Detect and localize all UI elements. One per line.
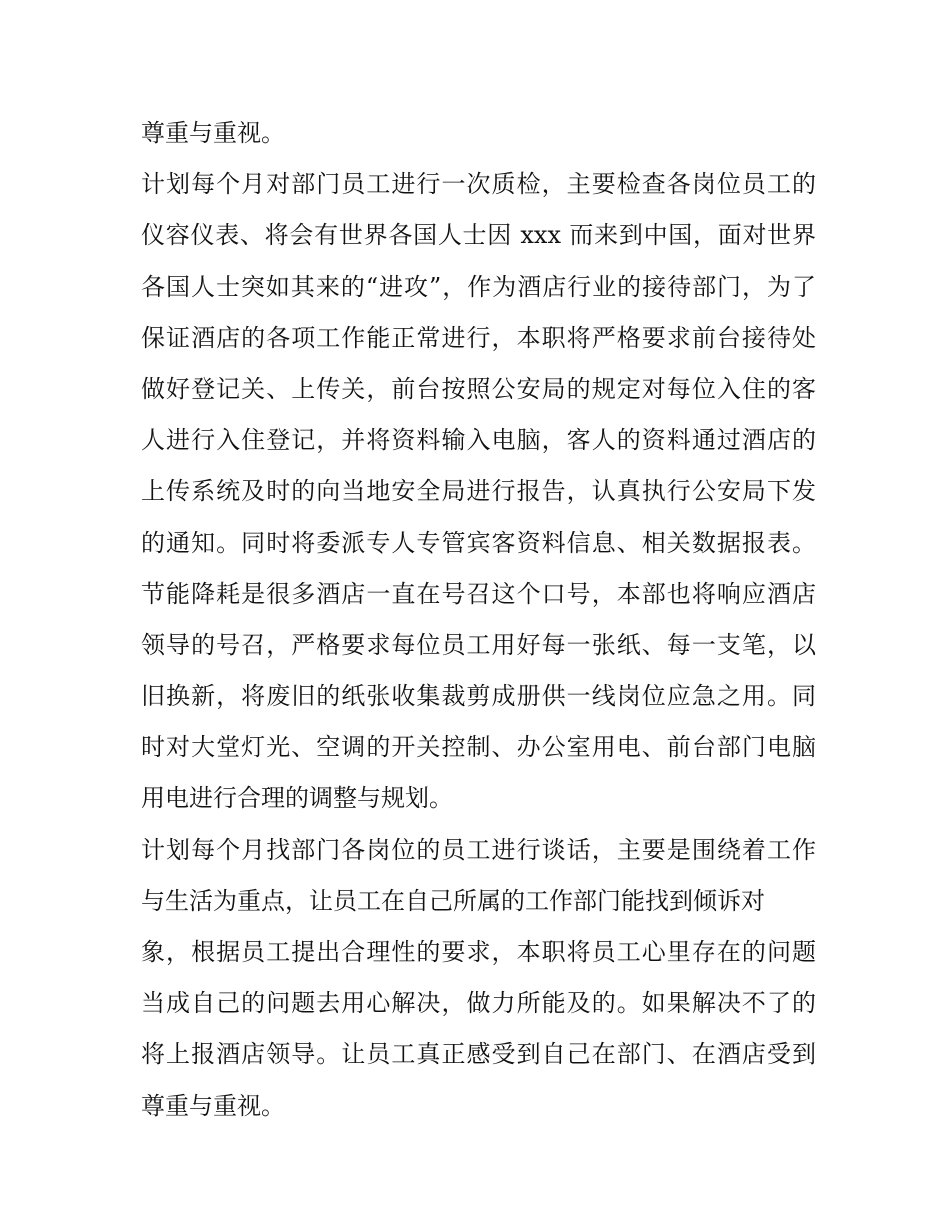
- text-line: 各国人士突如其来的“进攻”，作为酒店行业的接待部门，为了: [141, 272, 816, 301]
- text-line: 保证酒店的各项工作能正常进行，本职将严格要求前台接待处: [141, 323, 816, 352]
- document-body: [141, 108, 816, 1132]
- text-line: 时对大堂灯光、空调的开关控制、办公室用电、前台部门电脑: [141, 733, 816, 762]
- text-line: 与生活为重点，让员工在自己所属的工作部门能找到倾诉对: [141, 886, 765, 915]
- text-line: 领导的号召，严格要求每位员工用好每一张纸、每一支笔，以: [141, 630, 816, 659]
- text-line: 仪容仪表、将会有世界各国人士因 xxx 而来到中国，面对世界: [141, 221, 816, 250]
- text-line: 将上报酒店领导。让员工真正感受到自己在部门、在酒店受到: [141, 1040, 816, 1069]
- text-line: 节能降耗是很多酒店一直在号召这个口号，本部也将响应酒店: [141, 579, 816, 608]
- text-line: 象，根据员工提出合理性的要求，本职将员工心里存在的问题: [141, 938, 816, 966]
- text-line: 上传系统及时的向当地安全局进行报告，认真执行公安局下发: [141, 477, 816, 506]
- text-line: 用电进行合理的调整与规划。: [141, 784, 453, 813]
- text-line: 计划每个月对部门员工进行一次质检，主要检查各岗位员工的: [141, 170, 816, 199]
- text-line: 的通知。同时将委派专人专管宾客资料信息、相关数据报表。: [141, 528, 816, 557]
- text-line: 人进行入住登记，并将资料输入电脑，客人的资料通过酒店的: [141, 426, 816, 455]
- text-line: 尊重与重视。: [141, 119, 285, 147]
- text-line: 计划每个月找部门各岗位的员工进行谈话，主要是围绕着工作: [141, 835, 816, 864]
- text-line: 尊重与重视。: [141, 1091, 285, 1120]
- text-line: 旧换新，将废旧的纸张收集裁剪成册供一线岗位应急之用。同: [141, 682, 816, 711]
- text-line: 做好登记关、上传关，前台按照公安局的规定对每位入住的客: [141, 374, 816, 403]
- text-line: 当成自己的问题去用心解决，做力所能及的。如果解决不了的: [141, 989, 816, 1018]
